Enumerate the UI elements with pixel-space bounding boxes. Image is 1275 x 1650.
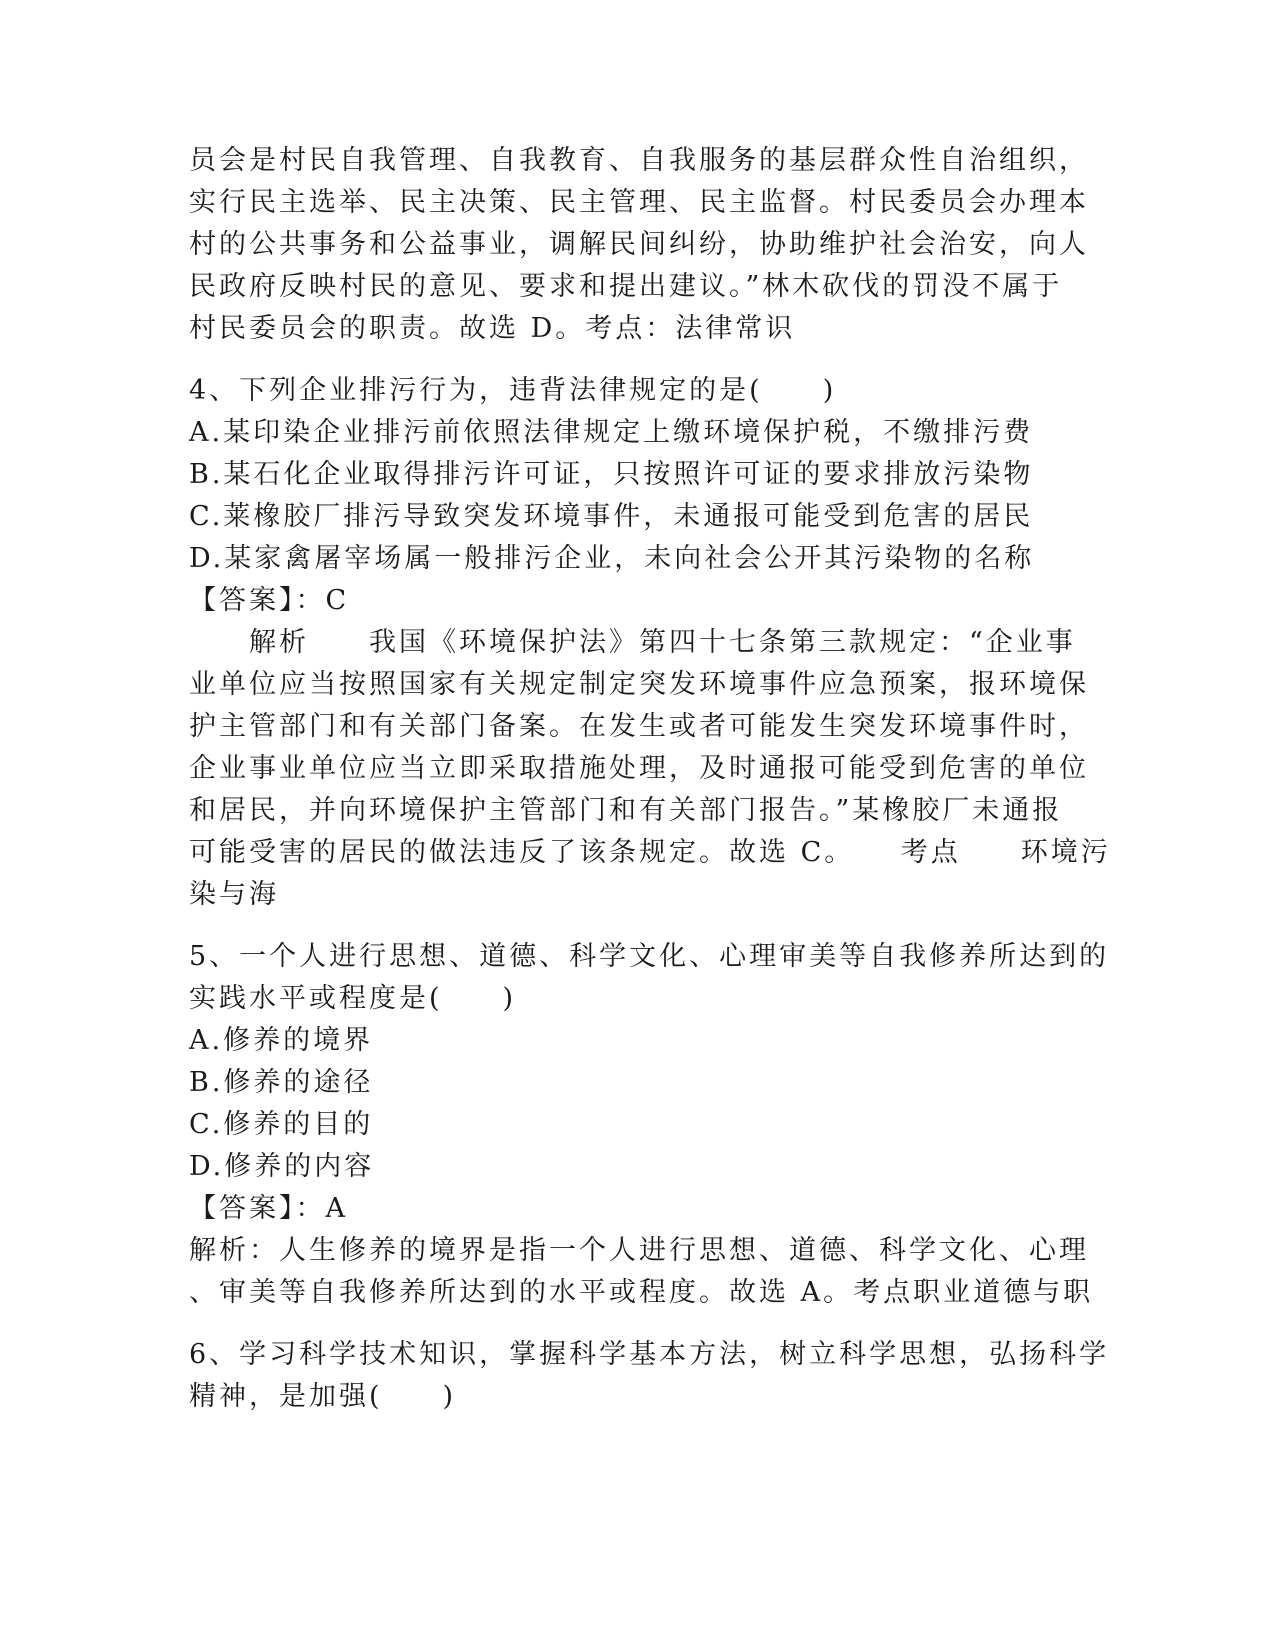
analysis-line: 企业事业单位应当立即采取措施处理，及时通报可能受到危害的单位	[189, 753, 1089, 784]
question-stem: 精神，是加强( )	[189, 1381, 457, 1412]
question-stem: 4、下列企业排污行为，违背法律规定的是( )	[189, 375, 837, 406]
analysis-line: 和居民，并向环境保护主管部门和有关部门报告。”某橡胶厂未通报	[189, 795, 1063, 826]
option-b: B.修养的途径	[189, 1067, 374, 1098]
option-c: C.莱橡胶厂排污导致突发环境事件，未通报可能受到危害的居民	[189, 501, 1034, 532]
answer-line: 【答案】：C	[189, 585, 350, 616]
option-c: C.修养的目的	[189, 1109, 374, 1140]
question-stem: 6、学习科学技术知识，掌握科学基本方法，树立科学思想，弘扬科学	[189, 1339, 1110, 1370]
document-body	[189, 140, 1111, 1418]
question-6	[189, 1334, 1110, 1418]
option-b: B.某石化企业取得排污许可证，只按照许可证的要求排放污染物	[189, 459, 1034, 490]
option-d: D.修养的内容	[189, 1151, 375, 1182]
spacer	[189, 350, 1069, 370]
analysis-line: 、审美等自我修养所达到的水平或程度。故选 A。考点职业道德与职	[189, 1277, 1094, 1308]
analysis-line: 可能受害的居民的做法违反了该条规定。故选 C。 考点 环境污	[189, 837, 1111, 868]
text-line: 实行民主选举、民主决策、民主管理、民主监督。村民委员会办理本	[189, 187, 1089, 218]
text-line: 村民委员会的职责。故选 D。考点：法律常识	[189, 313, 796, 344]
spacer	[189, 916, 1069, 936]
text-line: 民政府反映村民的意见、要求和提出建议。”林木砍伐的罚没不属于	[189, 271, 1063, 302]
answer-line: 【答案】：A	[189, 1193, 348, 1224]
analysis-line: 护主管部门和有关部门备案。在发生或者可能发生突发环境事件时，	[189, 711, 1089, 742]
option-a: A.修养的境界	[189, 1025, 374, 1056]
question-stem: 5、一个人进行思想、道德、科学文化、心理审美等自我修养所达到的	[189, 941, 1110, 972]
analysis-line: 染与海	[189, 879, 279, 910]
question-stem: 实践水平或程度是( )	[189, 983, 517, 1014]
option-d: D.某家禽屠宰场属一般排污企业，未向社会公开其污染物的名称	[189, 543, 1035, 574]
analysis-line: 解析：人生修养的境界是指一个人进行思想、道德、科学文化、心理	[189, 1235, 1089, 1266]
text-line: 村的公共事务和公益事业，调解民间纠纷，协助维护社会治安，向人	[189, 229, 1089, 260]
analysis-line: 业单位应当按照国家有关规定制定突发环境事件应急预案，报环境保	[189, 669, 1089, 700]
text-line: 员会是村民自我管理、自我教育、自我服务的基层群众性自治组织，	[189, 145, 1089, 176]
spacer	[189, 1314, 1069, 1334]
question-4	[189, 370, 1111, 916]
option-a: A.某印染企业排污前依照法律规定上缴环境保护税，不缴排污费	[189, 417, 1034, 448]
previous-analysis-continuation	[189, 140, 1089, 350]
analysis-line: 解析 我国《环境保护法》第四十七条第三款规定：“企业事	[189, 627, 1076, 658]
question-5	[189, 936, 1110, 1314]
